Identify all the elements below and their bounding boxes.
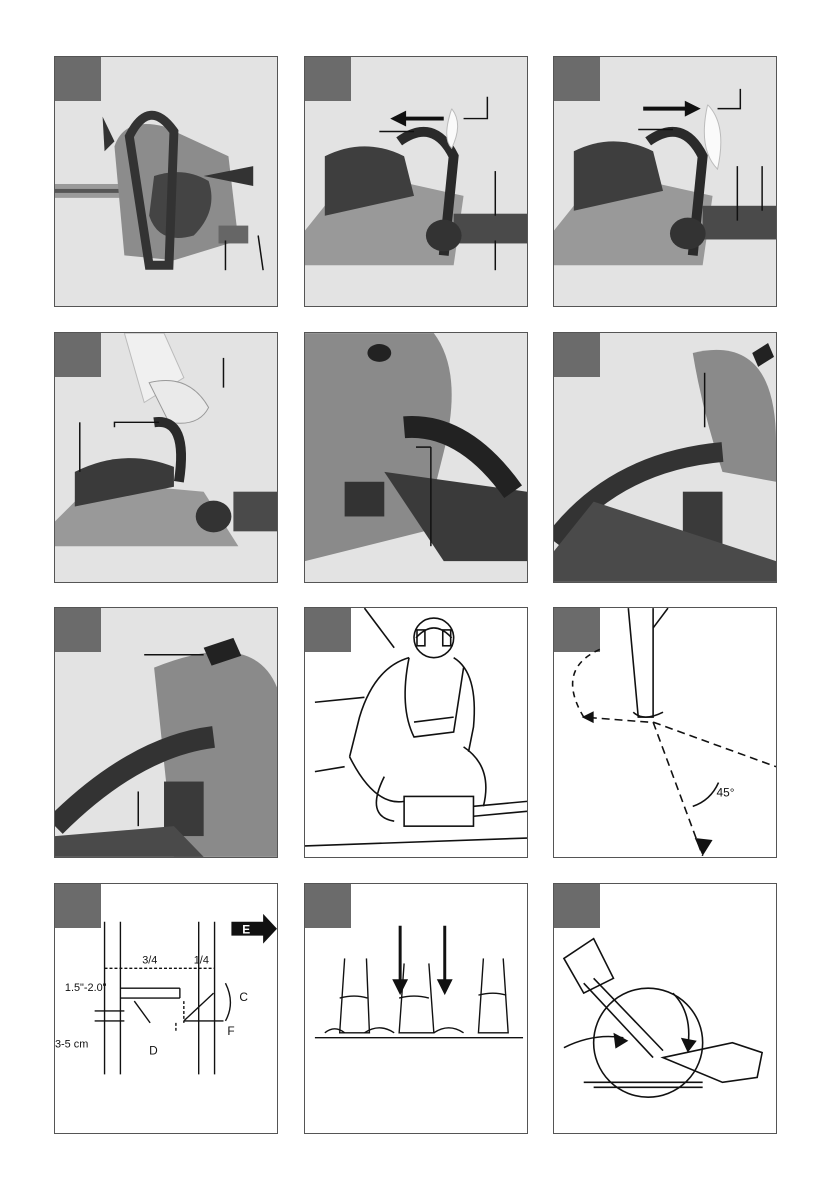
- label-d: D: [149, 1043, 158, 1058]
- figure-6-rear-handle: [553, 332, 777, 583]
- hand-on-brake-illustration: [55, 333, 277, 582]
- label-e: E: [242, 922, 251, 937]
- felling-escape-path-drawing: [554, 608, 776, 857]
- figure-5-handle-detail: [304, 332, 528, 583]
- felling-notch-diagram: [55, 884, 277, 1133]
- three-quarter-label: 3/4: [142, 954, 158, 967]
- label-f: F: [227, 1023, 235, 1038]
- figure-3-chain-brake-back: [553, 56, 777, 307]
- figure-11-cutting-trees: [304, 883, 528, 1134]
- cutting-between-trees-drawing: [305, 884, 527, 1133]
- figure-12-kickback-zone: [553, 883, 777, 1134]
- top-handle-illustration: [55, 608, 277, 857]
- label-c: C: [239, 990, 248, 1005]
- chainsaw-side-illustration: [55, 57, 277, 306]
- escape-angle-label: 45°: [716, 785, 735, 800]
- chain-brake-forward-illustration: [305, 57, 527, 306]
- notch-height-label: 1.5"-2.0": [64, 982, 107, 995]
- figure-2-chain-brake-forward: [304, 56, 528, 307]
- rear-handle-illustration: [554, 333, 776, 582]
- offset-label: 3-5 cm: [55, 1038, 89, 1051]
- one-quarter-label: 1/4: [193, 954, 209, 967]
- figure-7-top-handle: [54, 607, 278, 858]
- handle-detail-illustration: [305, 333, 527, 582]
- chain-brake-back-illustration: [554, 57, 776, 306]
- figure-9-escape-path: [553, 607, 777, 858]
- kickback-zone-drawing: [554, 884, 776, 1133]
- figure-10-felling-notch: [54, 883, 278, 1134]
- figure-4-hand-on-brake: [54, 332, 278, 583]
- person-starting-saw-drawing: [305, 608, 527, 857]
- figure-1-chainsaw-side: [54, 56, 278, 307]
- figure-8-starting-saw: [304, 607, 528, 858]
